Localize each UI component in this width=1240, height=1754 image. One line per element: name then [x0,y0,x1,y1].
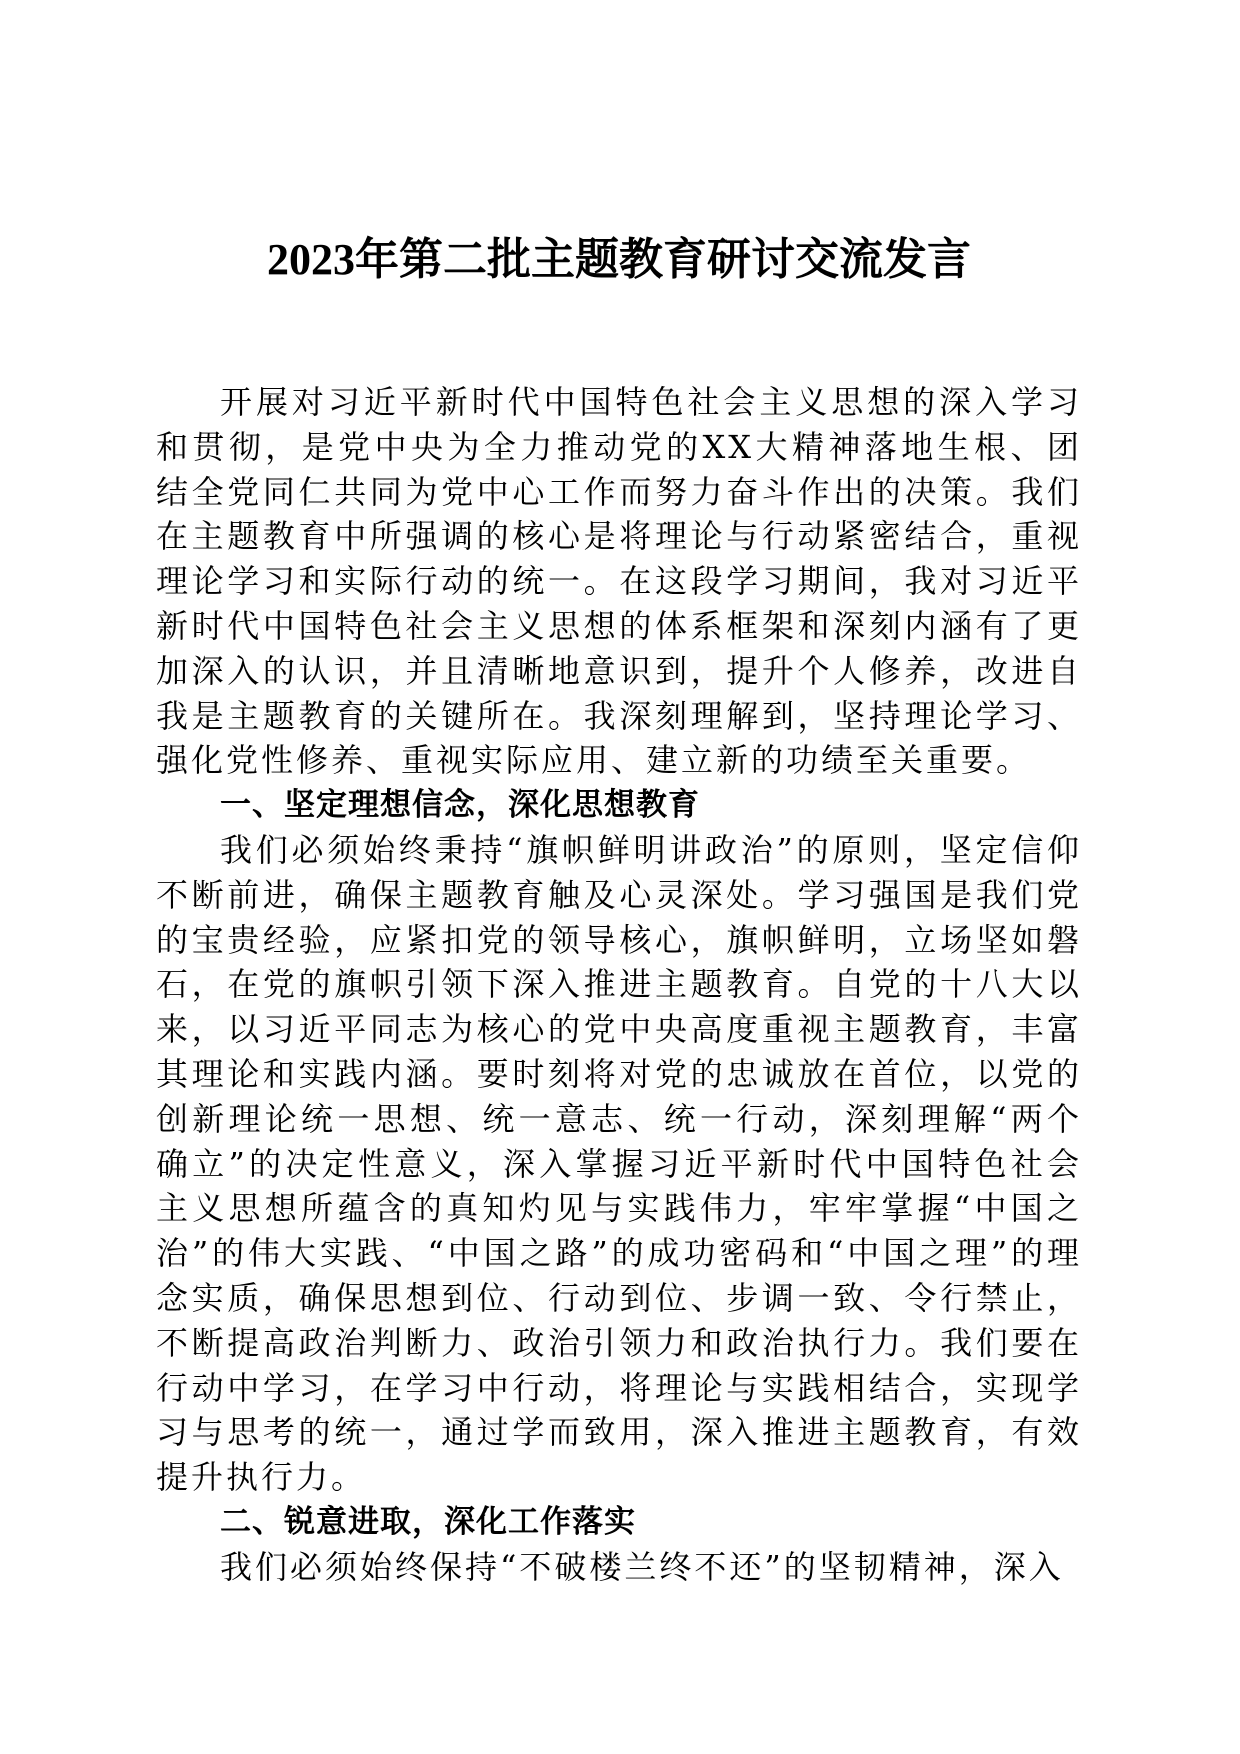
section-2-paragraph: 我们必须始终保持“不破楼兰终不还”的坚韧精神，深入 [220,1547,1064,1586]
section-heading-2: 二、锐意进取，深化工作落实 [220,1503,636,1540]
section-heading-1: 一、坚定理想信念，深化思想教育 [220,787,700,824]
document-title: 2023年第二批主题教育研讨交流发言 [267,235,971,284]
document-body [156,380,1082,1590]
intro-paragraph: 开展对习近平新时代中国特色社会主义思想的深入学习和贯彻，是党中央为全力推动党的XX大精神落地生根、团结全党同仁共同为党中心工作而努力奋斗作出的决策。我们在主题教育中所强调的核心是将理论与行动紧密结合，重视理论学习和实际行动的统一。在这段学习期间，我对习近平新时代中国特色社会主义思想的体系框架和深刻内涵有了更加深入的认识，并且清晰地意识到，提升个人修养，改进自我是主题教育的关键所在。我深刻理解到，坚持理论学习、强化党性修养、重视实际应用、建立新的功绩至关重要。 [156,383,1082,780]
section-1-paragraph: 我们必须始终秉持“旗帜鲜明讲政治”的原则，坚定信仰不断前进，确保主题教育触及心灵深处。学习强国是我们党的宝贵经验，应紧扣党的领导核心，旗帜鲜明，立场坚如磐石，在党的旗帜引领下深入推进主题教育。自党的十八大以来，以习近平同志为核心的党中央高度重视主题教育，丰富其理论和实践内涵。要时刻将对党的忠诚放在首位，以党的创新理论统一思想、统一意志、统一行动，深刻理解“两个确立”的决定性意义，深入掌握习近平新时代中国特色社会主义思想所蕴含的真知灼见与实践伟力，牢牢掌握“中国之治”的伟大实践、“中国之路”的成功密码和“中国之理”的理念实质，确保思想到位、行动到位、步调一致、令行禁止，不断提高政治判断力、政治引领力和政治执行力。我们要在行动中学习，在学习中行动，将理论与实践相结合，实现学习与思考的统一，通过学而致用，深入推进主题教育，有效提升执行力。 [156,830,1082,1497]
